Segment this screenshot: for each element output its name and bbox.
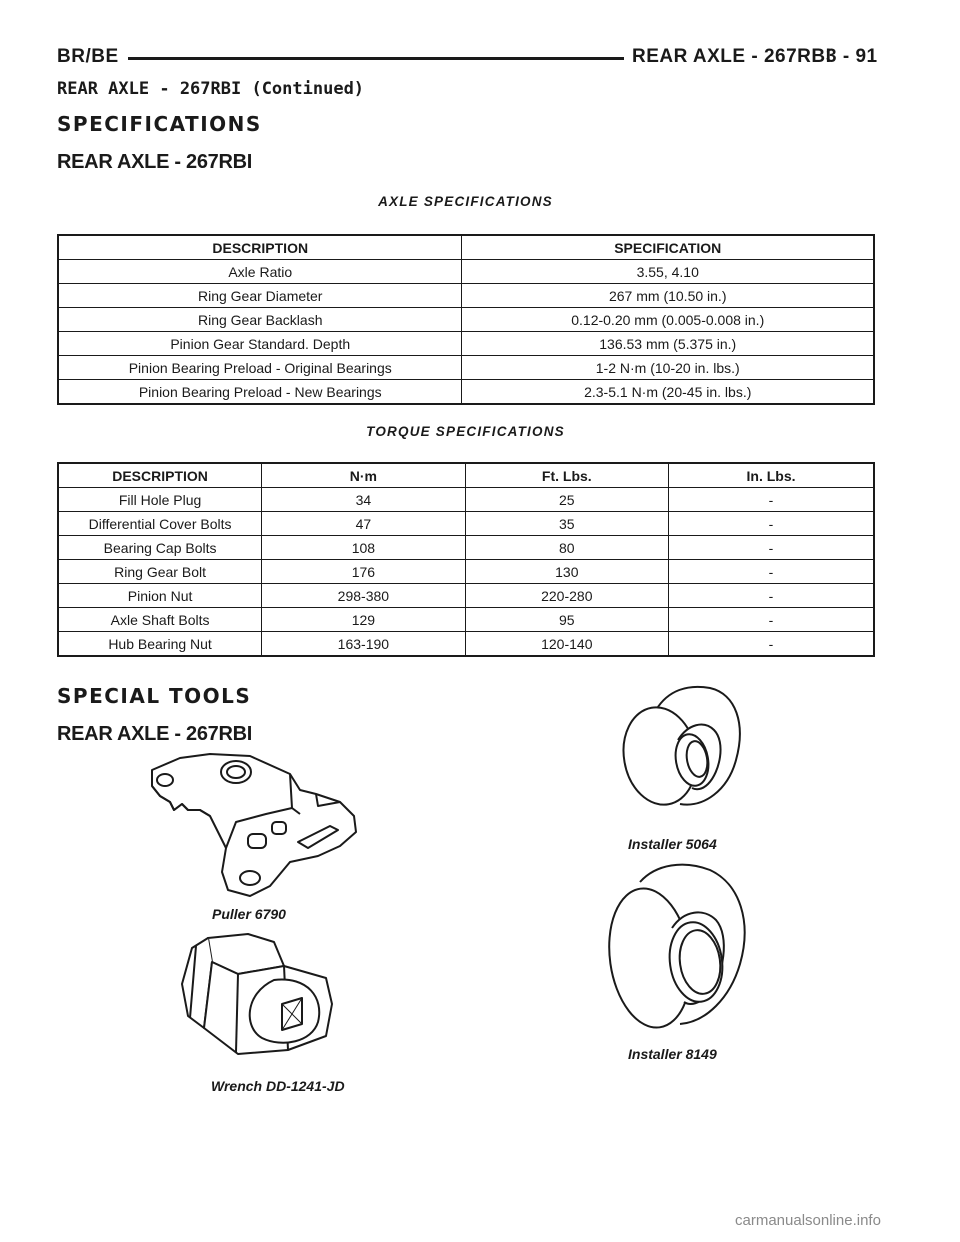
table-row — [58, 608, 874, 632]
wrench-label: Wrench DD-1241-JD — [211, 1078, 345, 1094]
table-cell: Hub Bearing Nut — [58, 632, 262, 657]
table-cell: Pinion Bearing Preload - Original Bearings — [58, 356, 462, 380]
continued-title: REAR AXLE - 267RBI (Continued) — [57, 79, 365, 99]
table-cell: Fill Hole Plug — [58, 488, 262, 512]
table-cell: 267 mm (10.50 in.) — [462, 284, 874, 308]
watermark: carmanualsonline.info — [735, 1212, 881, 1229]
spec-subheading: REAR AXLE - 267RBI — [57, 151, 253, 173]
table-cell: 136.53 mm (5.375 in.) — [462, 332, 874, 356]
installer-8149-label: Installer 8149 — [628, 1046, 717, 1062]
table-cell: - — [669, 512, 874, 536]
tools-subheading: REAR AXLE - 267RBI — [57, 723, 253, 745]
table-row — [58, 632, 874, 657]
table-cell: 34 — [262, 488, 465, 512]
table-cell: 220-280 — [465, 584, 668, 608]
table-cell: Ring Gear Backlash — [58, 308, 462, 332]
table-cell: - — [669, 488, 874, 512]
table-cell: Ring Gear Bolt — [58, 560, 262, 584]
table-cell: Bearing Cap Bolts — [58, 536, 262, 560]
table-cell: Axle Shaft Bolts — [58, 608, 262, 632]
axle-specs-caption: AXLE SPECIFICATIONS — [378, 194, 553, 209]
header-rule — [128, 57, 624, 60]
table-cell: - — [669, 584, 874, 608]
table-cell: - — [669, 632, 874, 657]
table-cell: 2.3-5.1 N·m (20-45 in. lbs.) — [462, 380, 874, 405]
table-row — [58, 584, 874, 608]
table-cell: 163-190 — [262, 632, 465, 657]
table-cell: 1-2 N·m (10-20 in. lbs.) — [462, 356, 874, 380]
header-left-label: BR/BE — [57, 46, 119, 67]
table-cell: 130 — [465, 560, 668, 584]
table-cell: Axle Ratio — [58, 260, 462, 284]
table-header-cell: N·m — [262, 463, 465, 488]
table-row — [58, 560, 874, 584]
table-row — [58, 332, 874, 356]
table-header-cell: In. Lbs. — [669, 463, 874, 488]
table-row — [58, 488, 874, 512]
table-cell: Differential Cover Bolts — [58, 512, 262, 536]
table-cell: 120-140 — [465, 632, 668, 657]
table-header-cell: DESCRIPTION — [58, 463, 262, 488]
table-row — [58, 284, 874, 308]
table-header-cell: SPECIFICATION — [462, 235, 874, 260]
installer-5064-illustration — [618, 680, 748, 830]
table-cell: Pinion Gear Standard. Depth — [58, 332, 462, 356]
table-row — [58, 260, 874, 284]
table-cell: 0.12-0.20 mm (0.005-0.008 in.) — [462, 308, 874, 332]
table-cell: - — [669, 560, 874, 584]
specifications-heading: SPECIFICATIONS — [57, 112, 262, 136]
table-row — [58, 356, 874, 380]
table-cell: 129 — [262, 608, 465, 632]
axle-specs-table — [57, 234, 875, 405]
page-number: 3 - 91 — [826, 46, 878, 67]
special-tools-heading: SPECIAL TOOLS — [57, 684, 252, 708]
table-cell: - — [669, 536, 874, 560]
table-header-cell: Ft. Lbs. — [465, 463, 668, 488]
header-title: REAR AXLE - 267RBI — [632, 46, 832, 67]
table-cell: 95 — [465, 608, 668, 632]
torque-specs-caption: TORQUE SPECIFICATIONS — [366, 424, 565, 439]
table-row — [58, 536, 874, 560]
table-cell: 25 — [465, 488, 668, 512]
installer-5064-label: Installer 5064 — [628, 836, 717, 852]
table-cell: - — [669, 608, 874, 632]
table-cell: 47 — [262, 512, 465, 536]
puller-illustration — [140, 750, 370, 898]
table-cell: 35 — [465, 512, 668, 536]
torque-specs-table — [57, 462, 875, 657]
table-cell: 80 — [465, 536, 668, 560]
table-header-row — [58, 463, 874, 488]
table-cell: Ring Gear Diameter — [58, 284, 462, 308]
table-cell: Pinion Bearing Preload - New Bearings — [58, 380, 462, 405]
table-row — [58, 380, 874, 405]
table-cell: 3.55, 4.10 — [462, 260, 874, 284]
table-header-row — [58, 235, 874, 260]
table-row — [58, 308, 874, 332]
table-cell: 298-380 — [262, 584, 465, 608]
installer-8149-illustration — [600, 858, 760, 1042]
table-cell: 176 — [262, 560, 465, 584]
table-cell: Pinion Nut — [58, 584, 262, 608]
puller-label: Puller 6790 — [212, 906, 286, 922]
wrench-illustration — [178, 932, 334, 1060]
table-cell: 108 — [262, 536, 465, 560]
table-row — [58, 512, 874, 536]
table-header-cell: DESCRIPTION — [58, 235, 462, 260]
